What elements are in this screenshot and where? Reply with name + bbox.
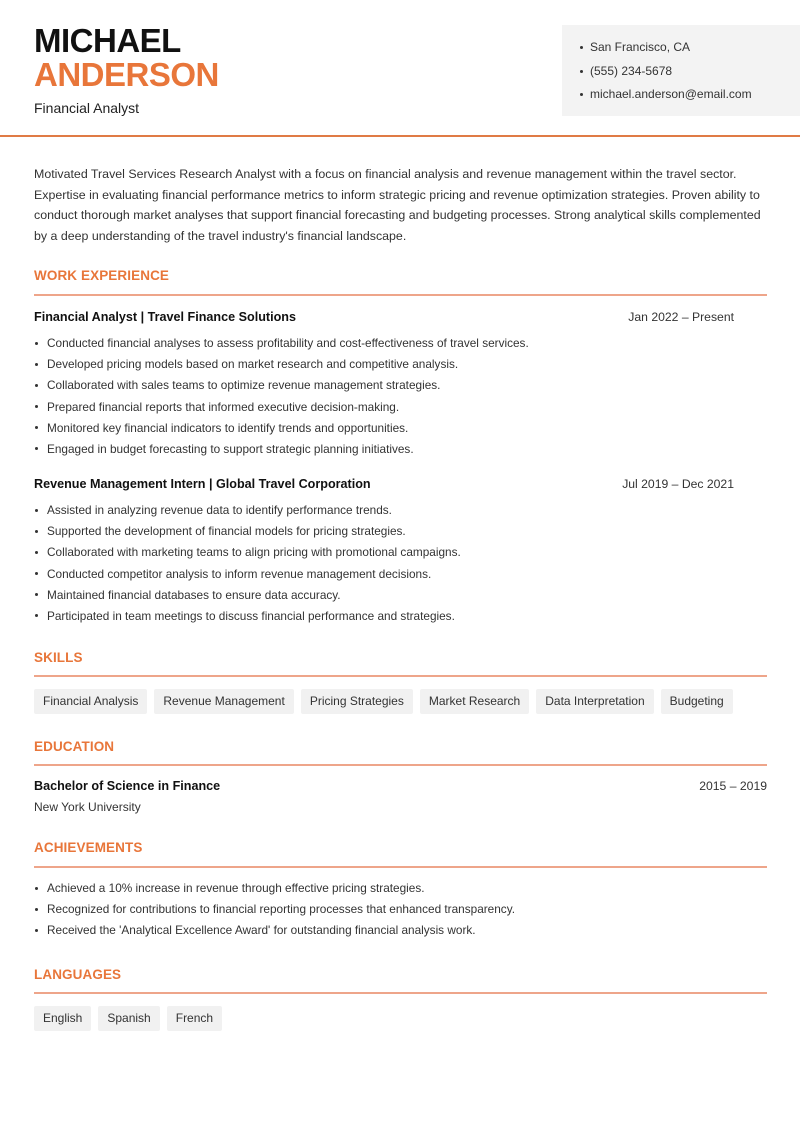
last-name: ANDERSON — [34, 56, 219, 93]
contact-box — [562, 25, 800, 116]
education-dates: 2015 – 2019 — [699, 779, 767, 793]
section-divider — [34, 675, 767, 677]
section-title-languages: LANGUAGES — [34, 967, 122, 982]
job-heading-text: Revenue Management Intern | Global Travel Corporation — [34, 477, 371, 491]
list-item: Collaborated with marketing teams to align pricing with promotional campaigns. — [34, 544, 767, 565]
language-chip: Spanish — [98, 1006, 159, 1031]
job-dates: Jan 2022 – Present — [628, 310, 734, 324]
section-title-work-experience: WORK EXPERIENCE — [34, 268, 170, 283]
list-item: Assisted in analyzing revenue data to identify performance trends. — [34, 502, 767, 523]
list-item: Participated in team meetings to discuss financial performance and strategies. — [34, 608, 767, 629]
education-degree: Bachelor of Science in Finance — [34, 779, 221, 793]
job-bullets — [34, 502, 767, 629]
skill-chip: Market Research — [420, 689, 529, 714]
language-chip: English — [34, 1006, 91, 1031]
languages-list — [34, 1006, 222, 1031]
list-item: Prepared financial reports that informed executive decision-making. — [34, 399, 767, 420]
profile-summary: Motivated Travel Services Research Analyst with a focus on financial analysis and revenue management within the travel sector. Expertise in evaluating financial performance metrics to inform strategic pricing and revenue optimization strategies. Proven ability to conduct thorough market analyses that support financial forecasting and budgeting processes. Strong analytical skills complemented by a deep understanding of the travel industry's financial landscape. — [34, 167, 761, 243]
list-item: Monitored key financial indicators to identify trends and opportunities. — [34, 420, 767, 441]
contact-phone: (555) 234-5678 — [579, 63, 800, 87]
list-item: Conducted competitor analysis to inform revenue management decisions. — [34, 566, 767, 587]
list-item: Achieved a 10% increase in revenue through effective pricing strategies. — [34, 880, 767, 901]
resume-header — [0, 0, 800, 137]
contact-email[interactable]: michael.anderson@email.com — [579, 86, 800, 110]
job-heading — [34, 310, 767, 324]
job-bullets — [34, 335, 767, 462]
education-school: New York University — [34, 800, 141, 814]
job-dates: Jul 2019 – Dec 2021 — [622, 477, 734, 491]
list-item: Developed pricing models based on market research and competitive analysis. — [34, 356, 767, 377]
job-title: Financial Analyst — [34, 100, 140, 116]
skill-chip: Financial Analysis — [34, 689, 147, 714]
skill-chip: Data Interpretation — [536, 689, 653, 714]
list-item: Received the 'Analytical Excellence Award' for outstanding financial analysis work. — [34, 922, 767, 943]
skill-chip: Pricing Strategies — [301, 689, 413, 714]
section-divider — [34, 992, 767, 994]
achievements-list — [34, 880, 767, 944]
section-title-education: EDUCATION — [34, 739, 115, 754]
first-name: MICHAEL — [34, 22, 181, 59]
list-item: Supported the development of financial models for pricing strategies. — [34, 523, 767, 544]
list-item: Recognized for contributions to financial reporting processes that enhanced transparency. — [34, 901, 767, 922]
skill-chip: Revenue Management — [154, 689, 293, 714]
job-heading-text: Financial Analyst | Travel Finance Solutions — [34, 310, 296, 324]
section-title-skills: SKILLS — [34, 650, 83, 665]
list-item: Collaborated with sales teams to optimize revenue management strategies. — [34, 377, 767, 398]
list-item: Maintained financial databases to ensure data accuracy. — [34, 587, 767, 608]
section-title-achievements: ACHIEVEMENTS — [34, 840, 143, 855]
section-divider — [34, 764, 767, 766]
skill-chip: Budgeting — [661, 689, 733, 714]
section-divider — [34, 294, 767, 296]
language-chip: French — [167, 1006, 222, 1031]
section-divider — [34, 866, 767, 868]
list-item: Conducted financial analyses to assess profitability and cost-effectiveness of travel services. — [34, 335, 767, 356]
contact-location: San Francisco, CA — [579, 39, 800, 63]
skills-list — [34, 689, 733, 714]
list-item: Engaged in budget forecasting to support strategic planning initiatives. — [34, 441, 767, 462]
job-heading — [34, 477, 767, 491]
